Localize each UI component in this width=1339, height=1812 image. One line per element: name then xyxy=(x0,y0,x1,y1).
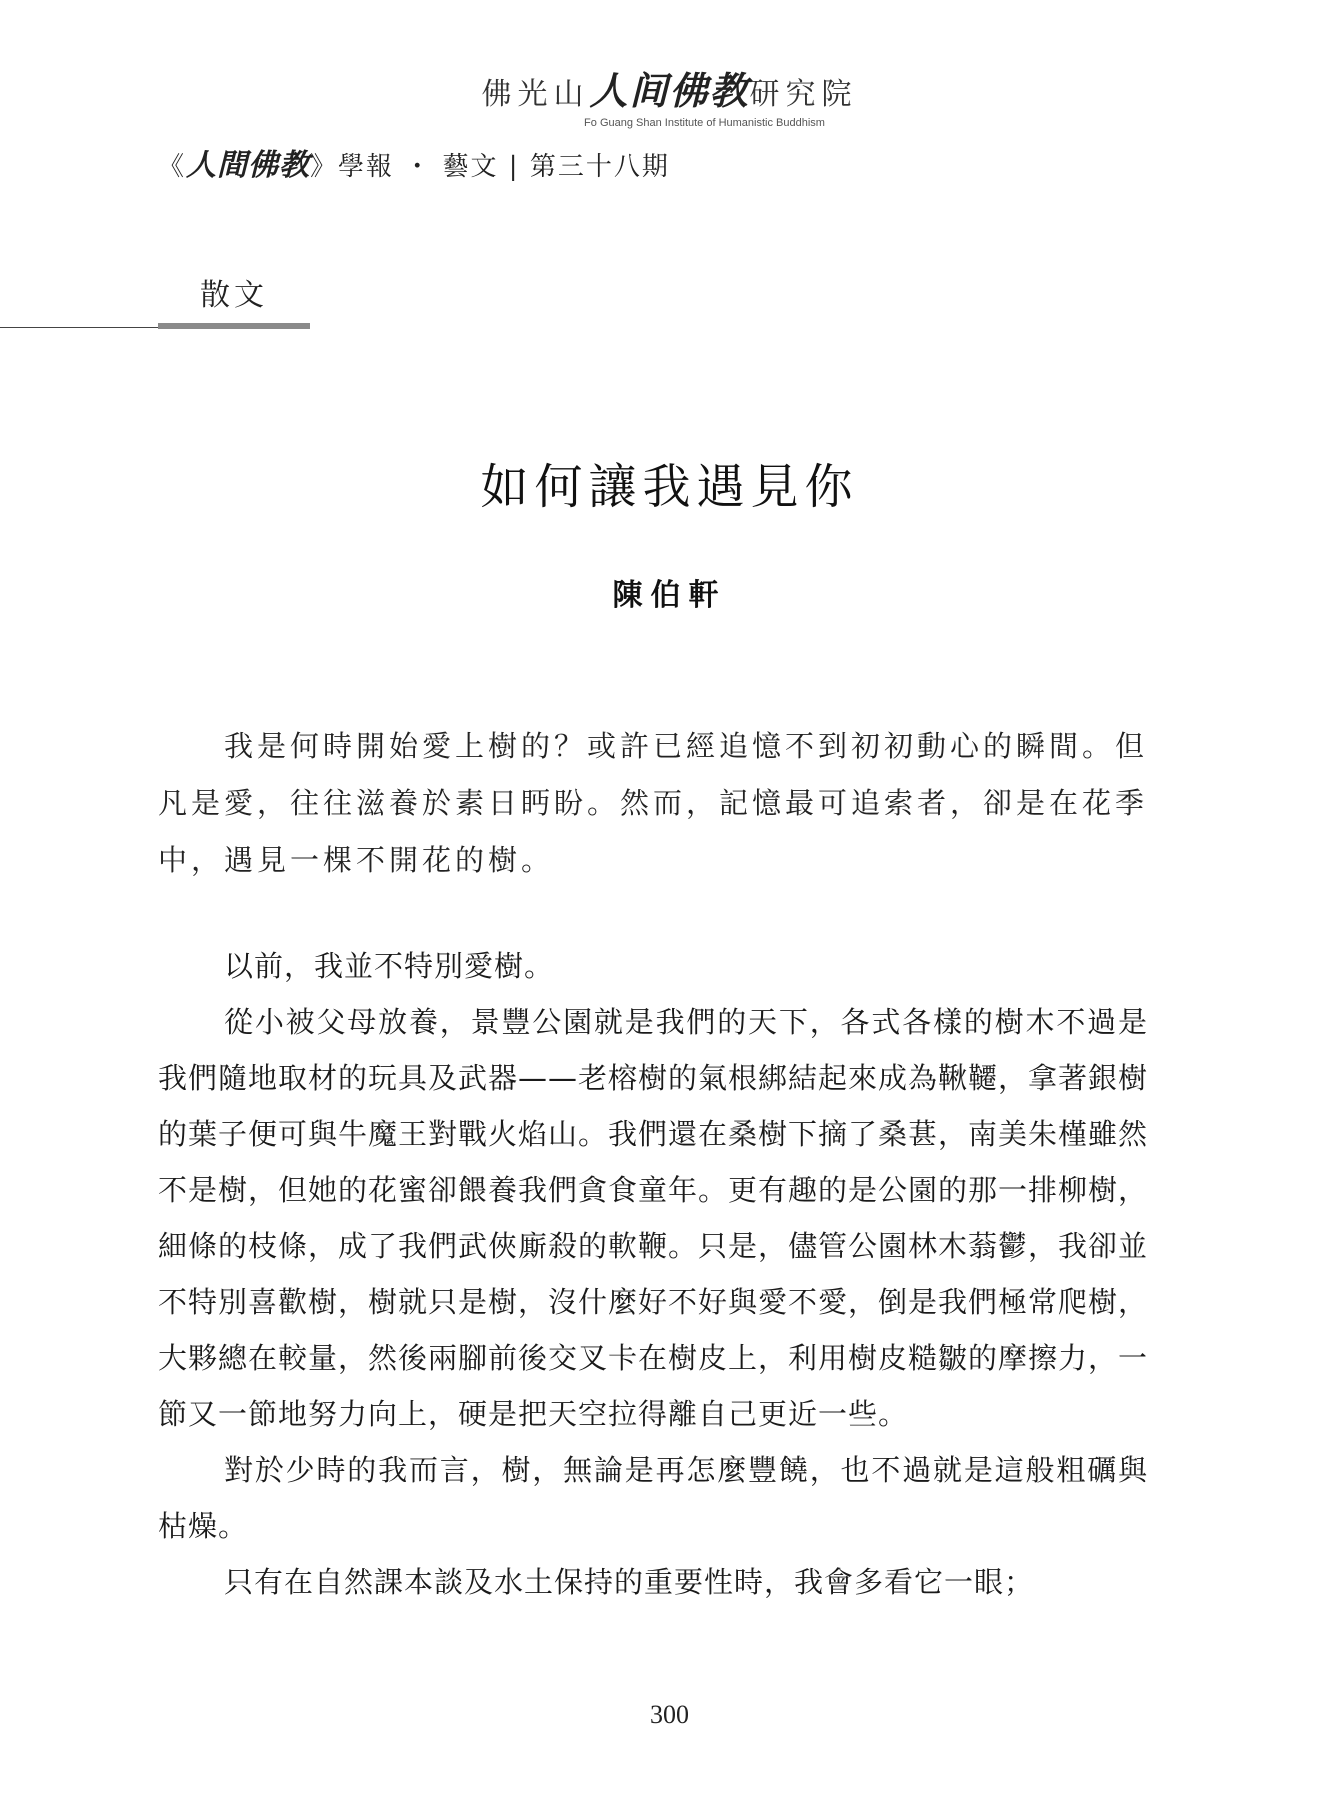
section-divider-line xyxy=(0,327,160,328)
institute-suffix: 研究院 xyxy=(749,77,858,112)
intro-text xyxy=(158,718,1148,889)
journal-running-header xyxy=(158,140,670,184)
journal-issue-info: 》學報 ・ 藝文 | 第三十八期 xyxy=(310,152,670,182)
article-title: 如何讓我遇見你 xyxy=(480,459,859,515)
journal-open-bracket: 《 xyxy=(158,152,187,182)
section-label: 散文 xyxy=(200,278,268,313)
body-text xyxy=(158,938,1148,1610)
section-underline-bar xyxy=(158,323,310,329)
body-paragraph: 只有在自然課本談及水土保持的重要性時，我會多看它一眼； xyxy=(224,1565,1035,1599)
body-paragraph: 從小被父母放養，景豐公園就是我們的天下，各式各樣的樹木不過是我們隨地取材的玩具及武器——老榕樹的氣根綁結起來成為鞦韆，拿著銀樹的葉子便可與牛魔王對戰火焰山。我們還在桑樹下摘了桑葚，南美朱槿雖然不是樹，但她的花蜜卻餵養我們貪食童年。更有趣的是公園的那一排柳樹，細條的枝條，成了我們武俠廝殺的軟鞭。只是，儘管公園林木蓊鬱，我卻並不特別喜歡樹，樹就只是樹，沒什麼好不好與愛不愛，倒是我們極常爬樹，大夥總在較量，然後兩腳前後交叉卡在樹皮上，利用樹皮糙皺的摩擦力，一節又一節地努力向上，硬是把天空拉得離自己更近一些。 xyxy=(158,1005,1149,1431)
article-author: 陳伯軒 xyxy=(612,578,727,613)
intro-paragraph: 我是何時開始愛上樹的？或許已經追憶不到初初動心的瞬間。但凡是愛，往往滋養於素日眄盼。然而，記憶最可追索者，卻是在花季中，遇見一棵不開花的樹。 xyxy=(158,729,1149,877)
institute-brand-logo: 人间佛教 xyxy=(589,69,750,113)
institute-english-name: Fo Guang Shan Institute of Humanistic Buddhism xyxy=(584,117,825,129)
institute-prefix: 佛光山 xyxy=(481,77,590,112)
body-paragraph: 以前，我並不特別愛樹。 xyxy=(224,949,555,983)
institute-name xyxy=(0,60,1339,115)
journal-brand-logo: 人間佛教 xyxy=(186,148,311,183)
page-number: 300 xyxy=(650,1700,689,1729)
body-paragraph: 對於少時的我而言，樹，無論是再怎麼豐饒，也不過就是這般粗礪與枯燥。 xyxy=(158,1453,1148,1543)
institute-header xyxy=(0,60,1339,129)
